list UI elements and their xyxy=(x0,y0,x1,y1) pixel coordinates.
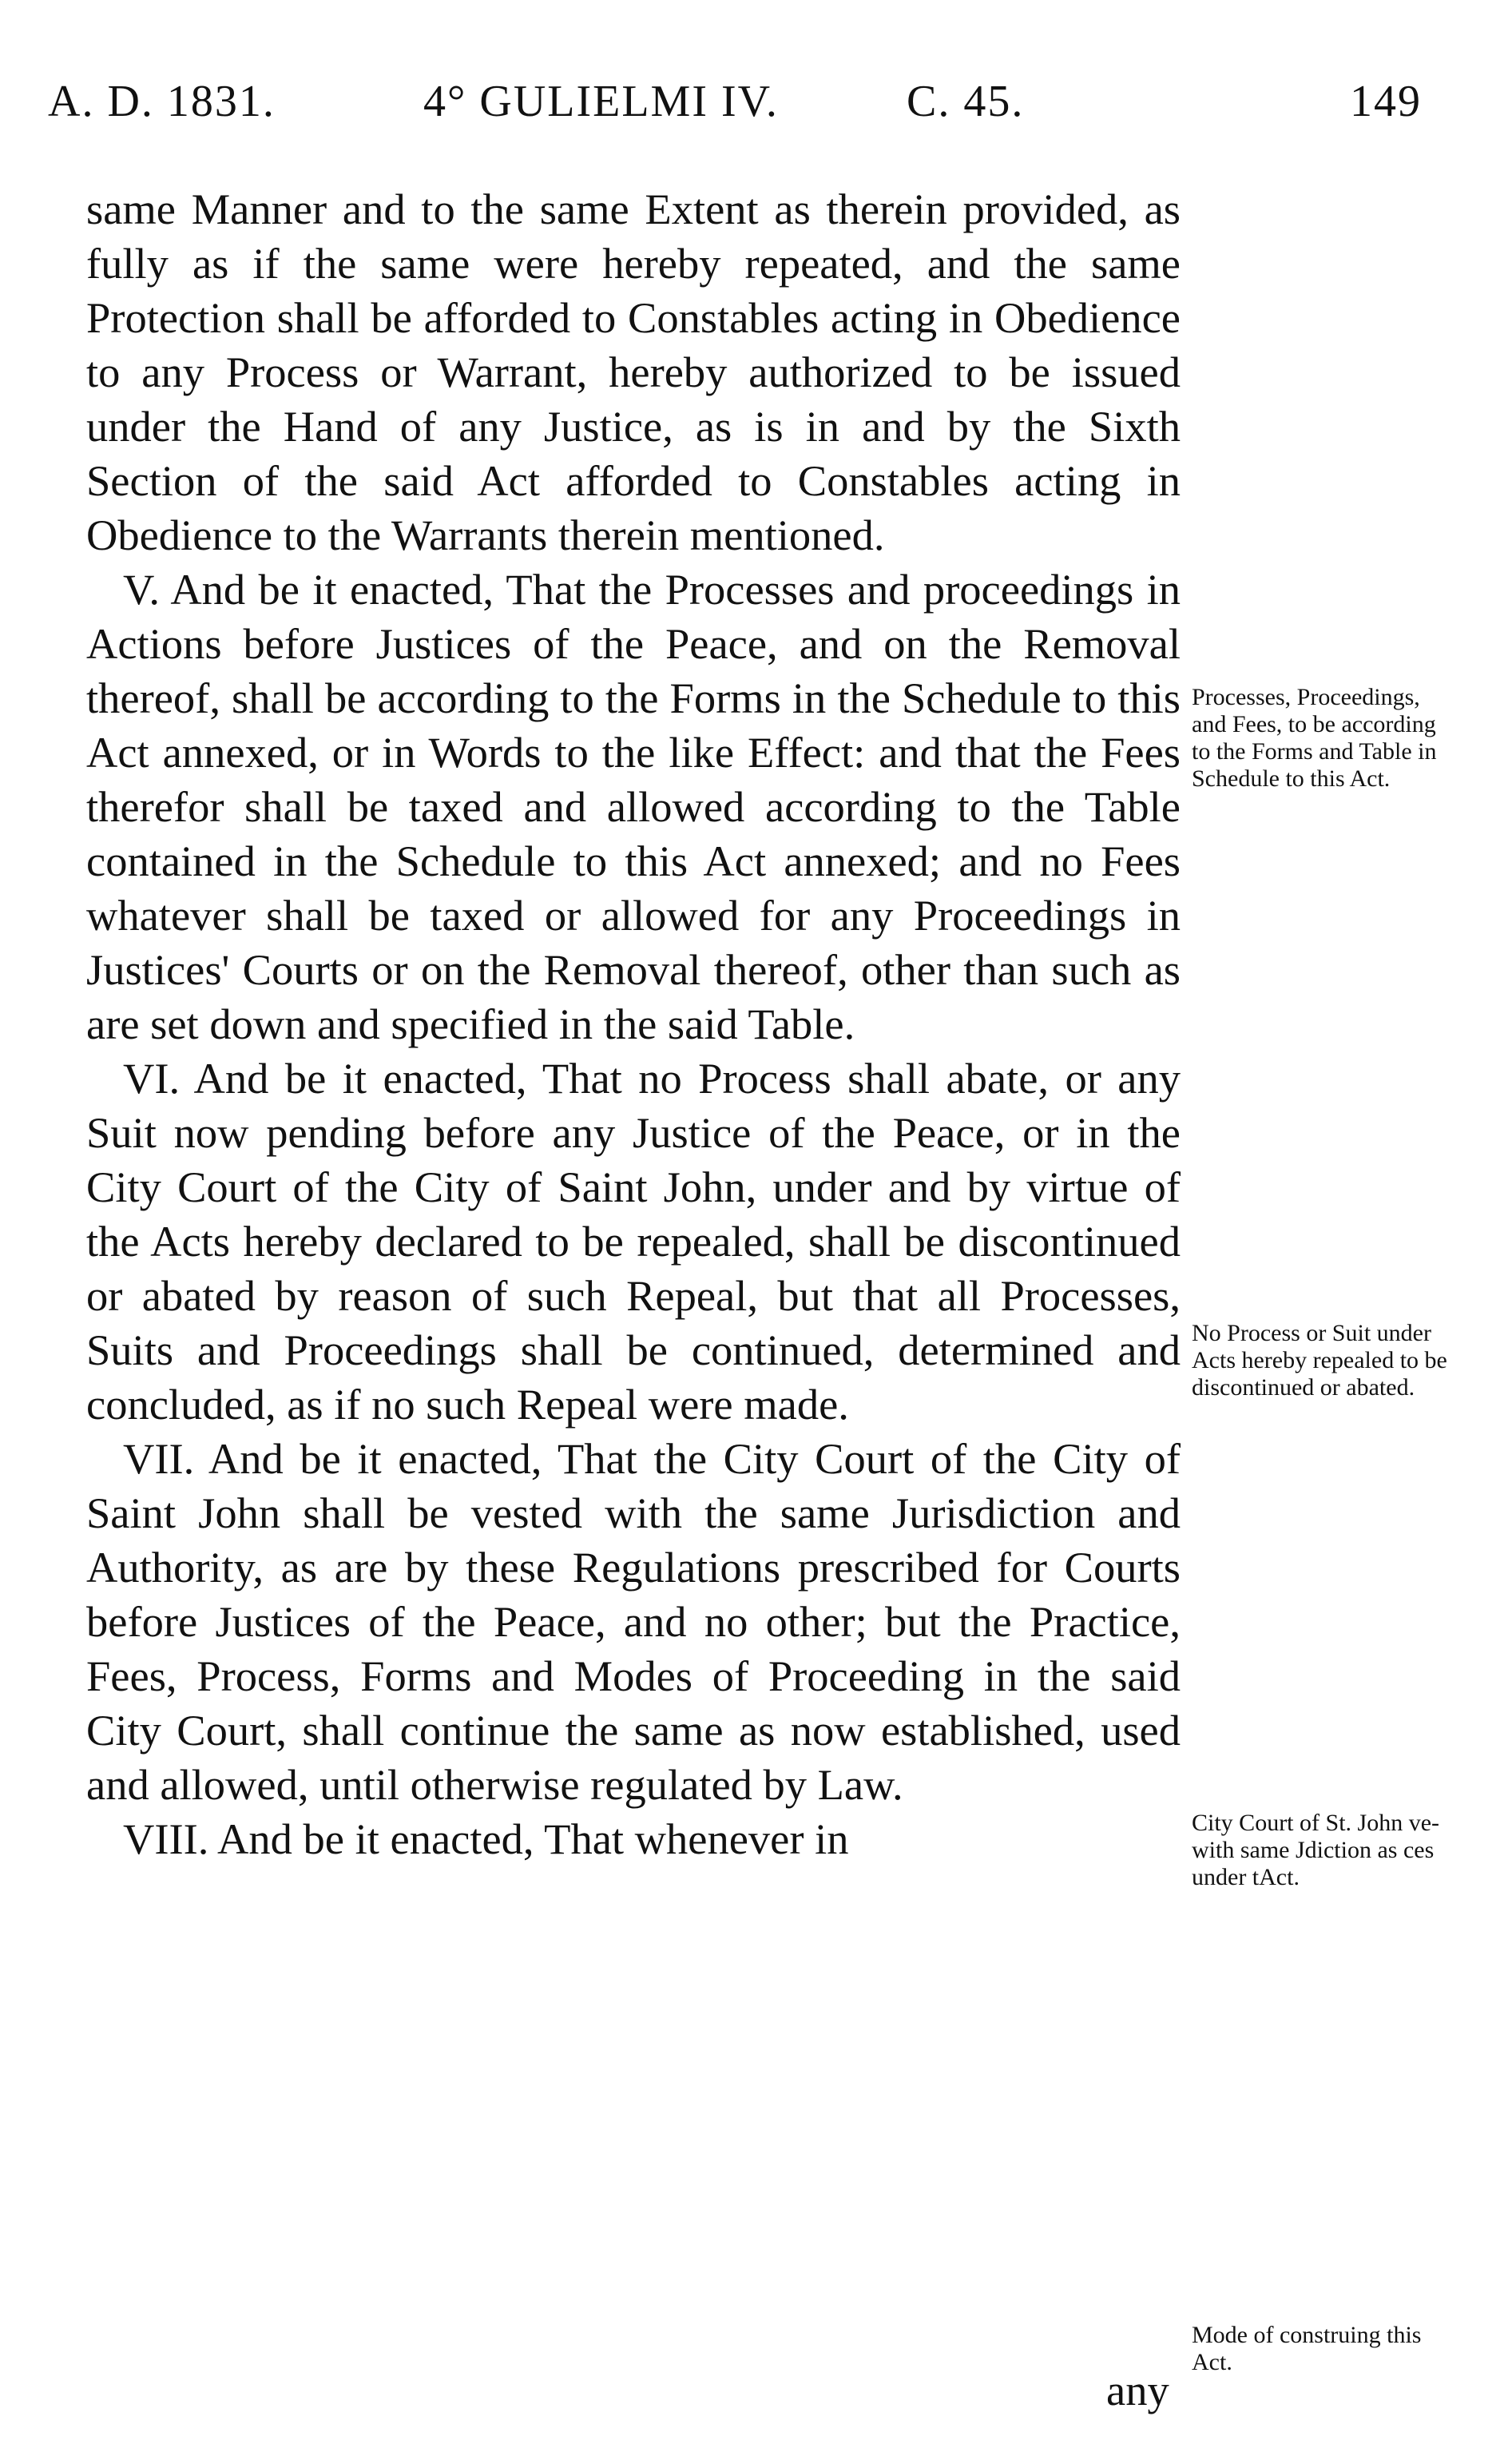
paragraph-section-8: VIII. And be it enacted, That whenever in xyxy=(123,1814,849,1863)
paragraph-continuation: same Manner and to the same Extent as therein provided, as fully as if the same were hereby repeated, and the same Protection shall be afforded to Constables acting in Obedience to any Process or Warrant, hereby authorized to be issued under the Hand of any Justice, as is in and by the Sixth Section of the said Act afforded to Constables acting in Obedience to the Warrants therein mentioned. xyxy=(86,185,1181,559)
header-title: 4° GULIELMI IV. xyxy=(423,77,779,126)
catchword: any xyxy=(1106,2366,1169,2414)
margin-note-section-7: City Court of St. John vewith same Jdiction as ces under tAct. xyxy=(1192,1810,1440,1890)
paragraph-section-5: V. And be it enacted, That the Processes and proceedings in Actions before Justices of the Peace, and on the Removal thereof, shall be according to the Forms in the Schedule to this Act annexed, or in Words to the like Effect: and that the Fees therefor shall be taxed and allowed according to the Table contained in the Schedule to this Act annexed; and no Fees whatever shall be taxed or allowed for any Proceedings in Justices' Courts or on the Removal thereof, other than such as are set down and specified in the said Table. xyxy=(86,565,1181,1048)
margin-note-section-5: Processes, Proceedings, and Fees, to be according to the Forms and Table in Schedule to this Act. xyxy=(1192,684,1437,792)
paragraph-section-6: VI. And be it enacted, That no Process shall abate, or any Suit now pending before any Justice of the Peace, or in the City Court of the City of Saint John, under and by virtue of the Acts hereby declared to be repealed, shall be discontinued or abated by reason of such Repeal, but that all Processes, Suits and Proceedings shall be continued, determined and concluded, as if no such Repeal were made. xyxy=(86,1054,1181,1429)
page-number: 149 xyxy=(1350,77,1422,126)
header-year: A. D. 1831. xyxy=(48,77,276,126)
running-header xyxy=(48,76,1422,148)
header-chapter: C. 45. xyxy=(907,77,1025,126)
paragraph-section-7: VII. And be it enacted, That the City Court of the City of Saint John shall be vested with the same Jurisdiction and Authority, as are by these Regulations prescribed for Courts before Justices of the Peace, and no other; but the Practice, Fees, Process, Forms and Modes of Proceeding in the said City Court, shall continue the same as now established, used and allowed, until otherwise regulated by Law. xyxy=(86,1434,1181,1809)
main-text-column xyxy=(86,182,1181,1866)
margin-note-section-6: No Process or Suit under Acts hereby repealed to be discontinued or abated. xyxy=(1192,1320,1447,1401)
margin-note-section-8: Mode of construing this Act. xyxy=(1192,2322,1422,2375)
